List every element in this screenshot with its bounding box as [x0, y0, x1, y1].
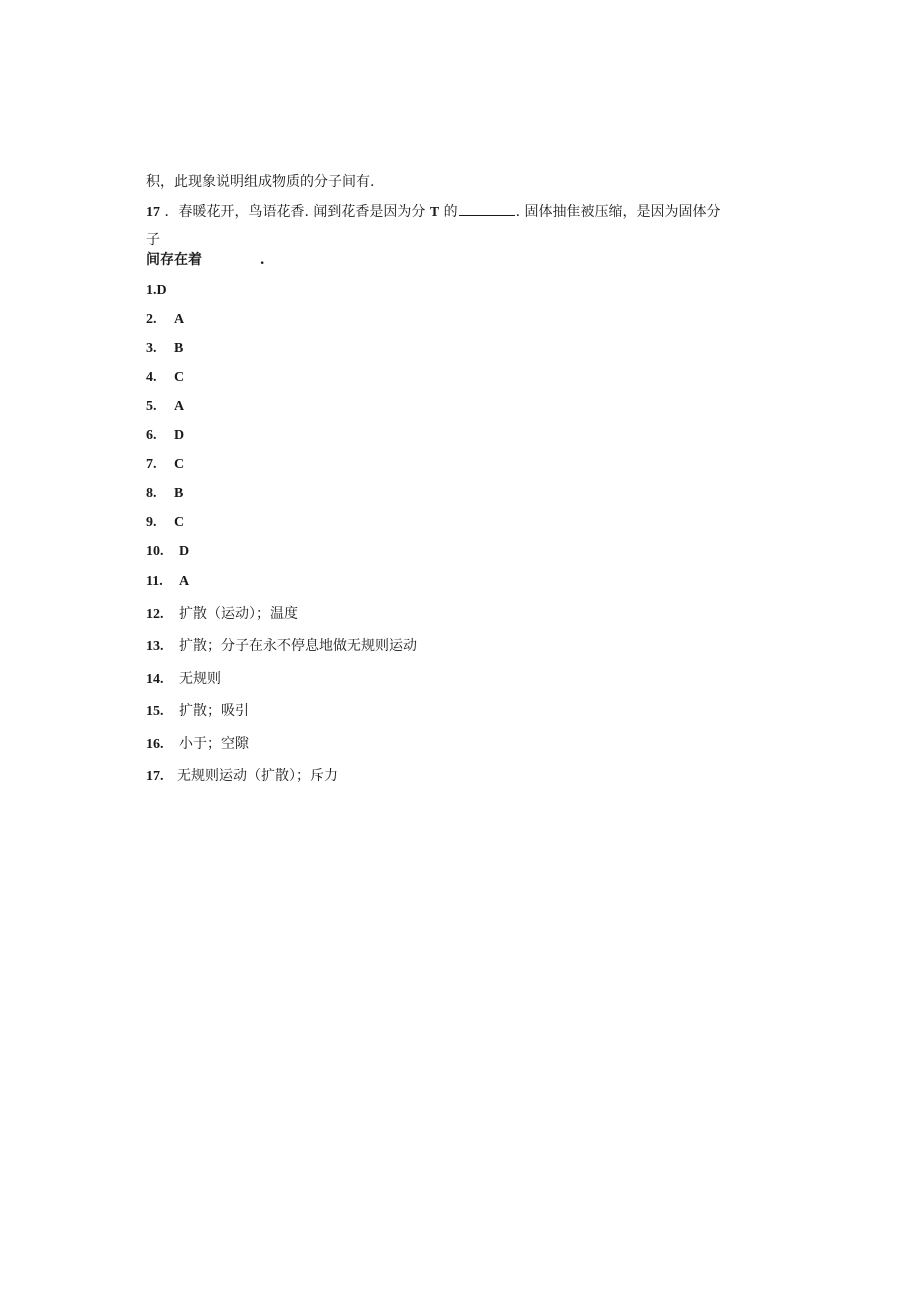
answer-item — [146, 635, 417, 655]
answer-item — [146, 340, 183, 357]
question-17-line — [146, 201, 721, 221]
question-17-text-a: ．春暖花开，鸟语花香. 闻到花香是因为分 — [164, 204, 426, 220]
answer-text: D — [179, 544, 190, 559]
answer-number: 2. — [146, 312, 157, 327]
answer-item — [146, 765, 338, 785]
question-17-T: T — [429, 205, 440, 220]
answer-item — [146, 514, 184, 531]
question-line-4-end: . — [259, 252, 265, 268]
answer-number: 5. — [146, 399, 157, 414]
answer-text: D — [156, 283, 167, 298]
question-17-line-4 — [146, 249, 265, 269]
question-17-text-b: 的 — [443, 204, 458, 220]
answer-text: 小于；空隙 — [179, 736, 249, 752]
question-line-3: 子 — [146, 232, 160, 248]
answer-number: 13. — [146, 639, 164, 654]
answer-number: 16. — [146, 737, 164, 752]
answer-item — [146, 456, 184, 473]
answer-item — [146, 282, 167, 299]
answer-number: 4. — [146, 370, 157, 385]
question-17-text-c: . 固体抽隹被压缩，是因为固体分 — [515, 204, 721, 220]
answer-item — [146, 398, 184, 415]
answer-text: 扩散（运动）；温度 — [179, 606, 298, 622]
answer-item — [146, 603, 298, 623]
answer-number: 3. — [146, 341, 157, 356]
answer-item — [146, 543, 189, 560]
answer-number: 1. — [146, 283, 157, 298]
answer-text: 无规则 — [179, 671, 221, 687]
answer-item — [146, 573, 189, 590]
answer-text: A — [174, 312, 185, 327]
answer-text: C — [174, 370, 185, 385]
answer-item — [146, 700, 249, 720]
question-line-4-text: 间存在着 — [146, 252, 202, 268]
answer-item — [146, 485, 183, 502]
question-continuation-line — [146, 171, 374, 191]
answer-text: 扩散；分子在永不停息地做无规则运动 — [179, 638, 417, 654]
answer-text: B — [174, 341, 184, 356]
answer-number: 10. — [146, 544, 164, 559]
answer-text: D — [174, 428, 185, 443]
answer-text: C — [174, 457, 185, 472]
answer-item — [146, 733, 249, 753]
fill-in-blank — [459, 204, 515, 216]
question-17-number: 17 — [146, 205, 160, 220]
answer-item — [146, 668, 221, 688]
answer-number: 7. — [146, 457, 157, 472]
answer-text: C — [174, 515, 185, 530]
answer-text: 无规则运动（扩散）；斥力 — [177, 768, 338, 784]
answer-text: A — [174, 399, 185, 414]
question-line-1: 积，此现象说明组成物质的分子间有. — [146, 174, 375, 190]
answer-number: 12. — [146, 607, 164, 622]
answer-item — [146, 369, 184, 386]
answer-text: A — [179, 574, 190, 589]
answer-text: 扩散；吸引 — [179, 703, 249, 719]
answer-item — [146, 311, 184, 328]
answer-number: 6. — [146, 428, 157, 443]
answer-item — [146, 427, 184, 444]
answer-number: 15. — [146, 704, 164, 719]
answer-number: 8. — [146, 486, 157, 501]
question-17-line-3 — [146, 229, 160, 249]
answer-text: B — [174, 486, 184, 501]
answer-number: 17. — [146, 769, 164, 784]
answer-number: 11. — [146, 574, 163, 589]
answer-number: 9. — [146, 515, 157, 530]
answer-number: 14. — [146, 672, 164, 687]
